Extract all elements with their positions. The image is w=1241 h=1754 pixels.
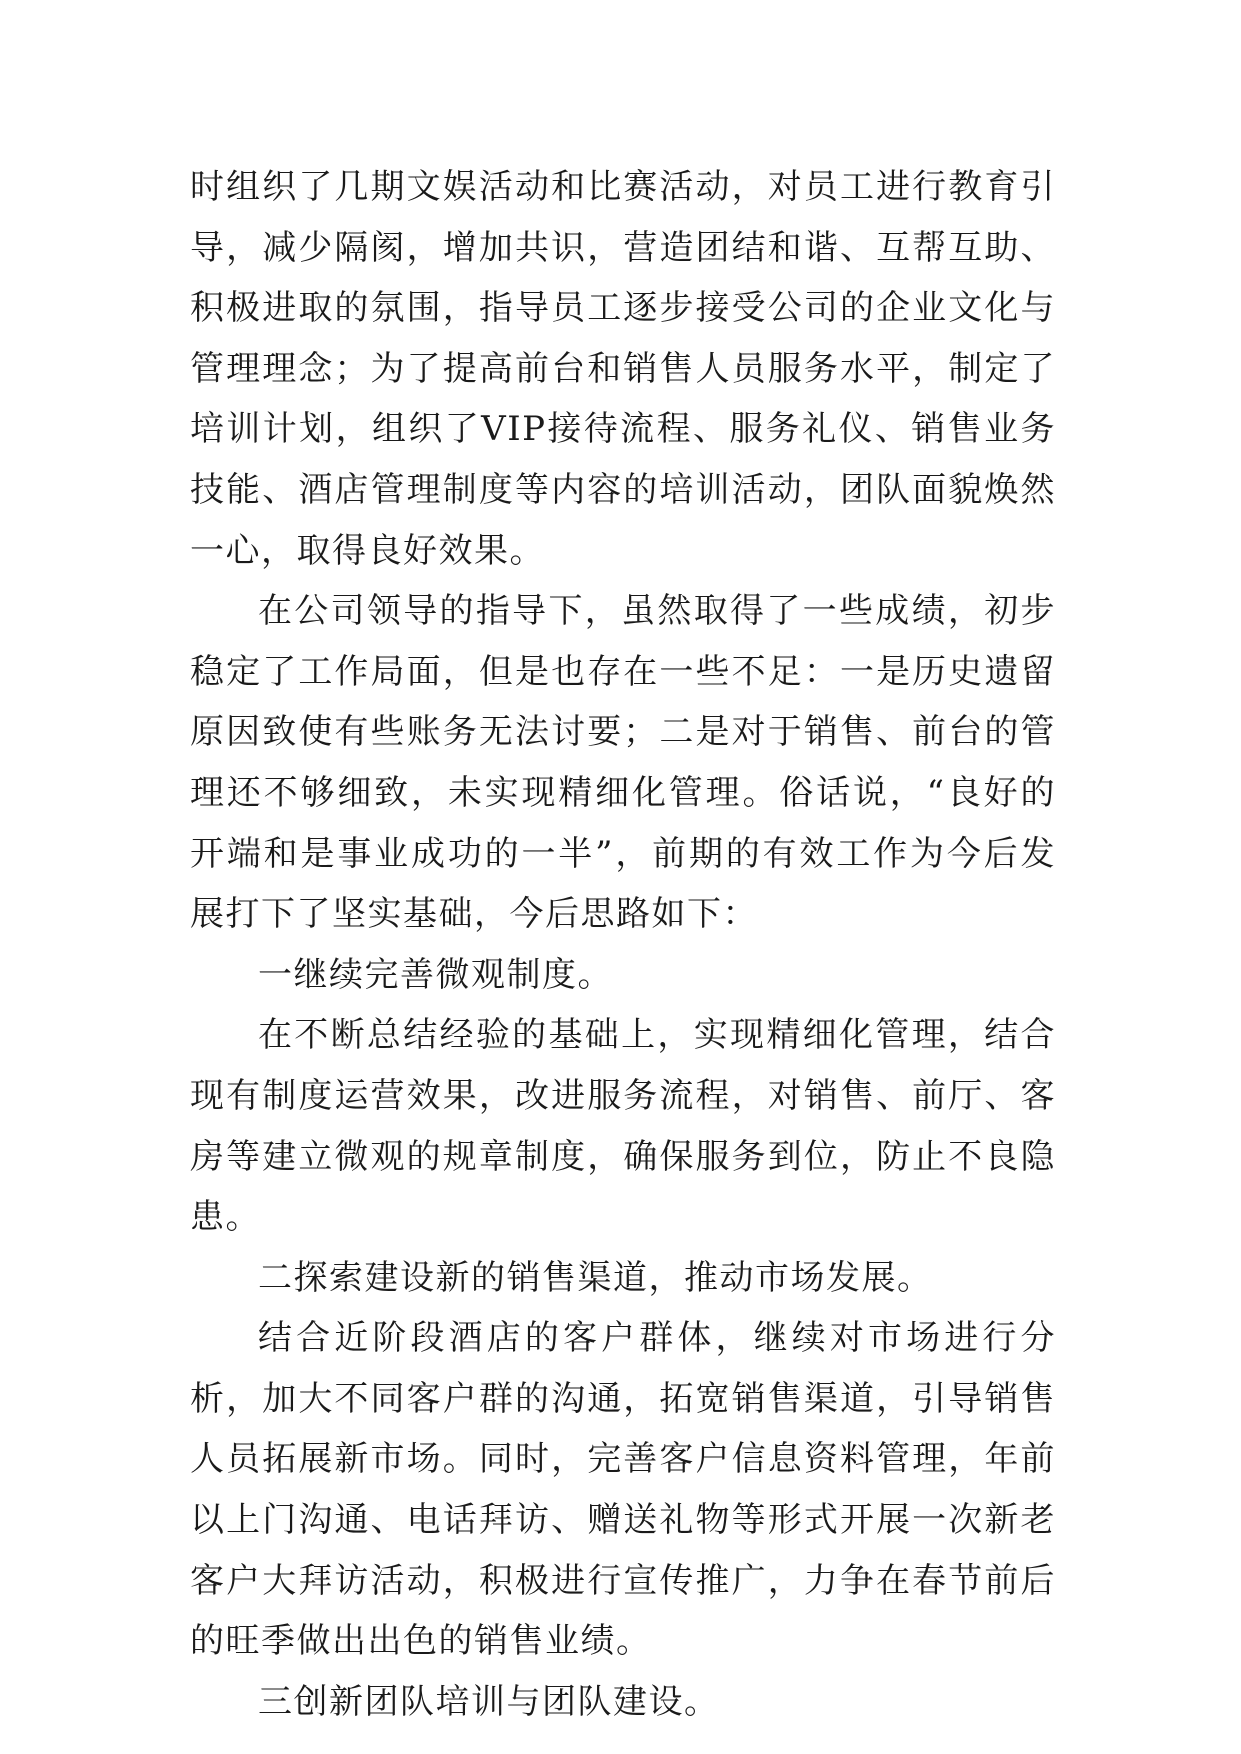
paragraph-continuation: 时组织了几期文娱活动和比赛活动，对员工进行教育引导，减少隔阂，增加共识，营造团结和谐、互帮互助、积极进取的氛围，指导员工逐步接受公司的企业文化与管理理念；为了提高前台和销售人员服务水平，制定了培训计划，组织了VIP接待流程、服务礼仪、销售业务技能、酒店管理制度等内容的培训活动，团队面貌焕然一心，取得良好效果。 xyxy=(190,167,1056,571)
heading-item-2: 二探索建设新的销售渠道，推动市场发展。 xyxy=(258,1257,933,1298)
heading-item-1: 一继续完善微观制度。 xyxy=(258,954,613,995)
paragraph-shortcomings: 在公司领导的指导下，虽然取得了一些成绩，初步稳定了工作局面，但是也存在一些不足：一是历史遗留原因致使有些账务无法讨要；二是对于销售、前台的管理还不够细致，未实现精细化管理。俗话说，“良好的开端和是事业成功的一半”，前期的有效工作为今后发展打下了坚实基础，今后思路如下： xyxy=(190,591,1056,935)
paragraph-item-2: 结合近阶段酒店的客户群体，继续对市场进行分析，加大不同客户群的沟通，拓宽销售渠道，引导销售人员拓展新市场。同时，完善客户信息资料管理，年前以上门沟通、电话拜访、赠送礼物等形式开展一次新老客户大拜访活动，积极进行宣传推广，力争在春节前后的旺季做出出色的销售业绩。 xyxy=(190,1318,1056,1662)
heading-item-3: 三创新团队培训与团队建设。 xyxy=(258,1681,720,1722)
document-body xyxy=(190,157,1056,1732)
paragraph-item-1: 在不断总结经验的基础上，实现精细化管理，结合现有制度运营效果，改进服务流程，对销售、前厅、客房等建立微观的规章制度，确保服务到位，防止不良隐患。 xyxy=(190,1015,1056,1238)
